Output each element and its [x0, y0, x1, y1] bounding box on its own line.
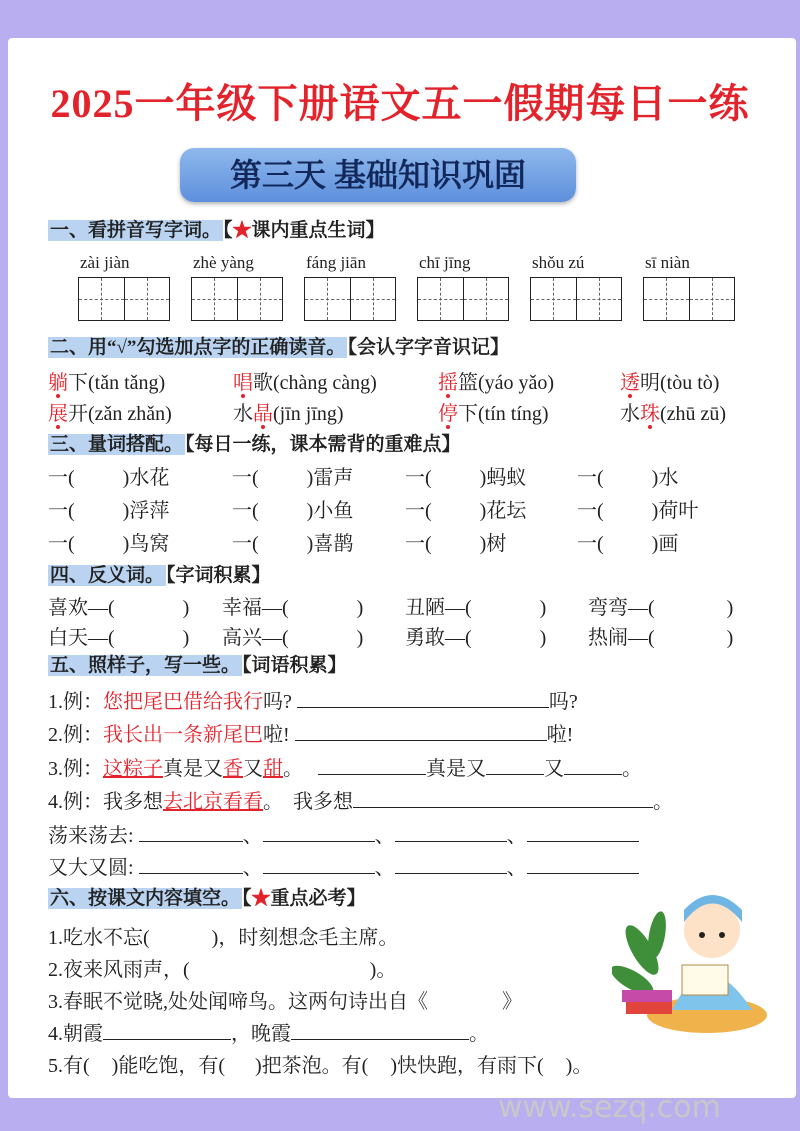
- text: 一(: [405, 467, 432, 489]
- grid-cell[interactable]: [238, 278, 283, 320]
- text: 一(: [405, 500, 432, 522]
- text: ): [306, 533, 314, 555]
- text: ): [651, 533, 659, 555]
- fill-row-5: [48, 1054, 592, 1078]
- grid-cell[interactable]: [79, 278, 125, 320]
- text: 》: [502, 991, 522, 1013]
- word: 幸福: [222, 597, 262, 619]
- measure-word-item[interactable]: [48, 499, 169, 523]
- word-part: 下: [68, 372, 88, 394]
- text: ): [182, 597, 190, 619]
- noun: 蚂蚁: [486, 467, 527, 489]
- text: )快快跑，有雨下(: [390, 1055, 544, 1077]
- fill-row-3: [48, 990, 522, 1014]
- day-subtitle: 第三天 基础知识巩固: [180, 148, 576, 202]
- text: ): [306, 467, 314, 489]
- text: 4.朝霞: [48, 1023, 103, 1045]
- noun: 水: [658, 467, 679, 489]
- dotted-char: 晶: [253, 403, 273, 425]
- plant-leaves: [612, 910, 669, 1000]
- watermark: www.sezq.com: [498, 1090, 721, 1125]
- text: 重点必考: [270, 888, 347, 909]
- text: 香: [223, 758, 243, 780]
- text: )，时刻想念毛主席。: [211, 927, 399, 949]
- noun: 雷声: [313, 467, 354, 489]
- word: 勇敢: [405, 627, 445, 649]
- text: 一(: [232, 467, 259, 489]
- pinyin-options[interactable]: (zǎn zhǎn): [88, 403, 172, 425]
- fill-row-2: [48, 958, 396, 982]
- dotted-char: 停: [438, 403, 458, 425]
- section-3-title: 三、量词搭配。: [50, 434, 184, 455]
- text: —(: [445, 627, 472, 649]
- writing-grid[interactable]: [417, 277, 509, 321]
- answer-blank[interactable]: [139, 856, 243, 874]
- section-5-title: 五、照样子，写一些。: [50, 655, 241, 676]
- text: )。: [565, 1055, 593, 1077]
- pinyin-label: chī jīng: [419, 253, 471, 272]
- noun: 浮萍: [129, 500, 170, 522]
- section-4-tag: 【字词积累】: [166, 565, 271, 586]
- example-row-2: [48, 723, 573, 747]
- book-stack: [622, 990, 672, 1002]
- text: 我多想: [293, 791, 353, 813]
- example-row-4: [48, 790, 673, 814]
- text: 一(: [232, 533, 259, 555]
- word-part: 水: [233, 403, 253, 425]
- text: 。: [283, 758, 303, 780]
- text: ): [726, 597, 734, 619]
- section-3-tag: 【每日一练，课本需背的重难点】: [185, 434, 461, 455]
- antonym-item[interactable]: [222, 596, 363, 620]
- word-part: 下: [458, 403, 478, 425]
- text: 荡来荡去:: [48, 825, 134, 847]
- grid-cell[interactable]: [644, 278, 690, 320]
- measure-word-item[interactable]: [405, 466, 526, 490]
- pinyin-label: zài jiàn: [80, 253, 130, 272]
- answer-blank[interactable]: [103, 1022, 231, 1040]
- dotted-char: 珠: [640, 403, 660, 425]
- text: 吗?: [548, 691, 578, 713]
- text: 。: [653, 791, 673, 813]
- pronunciation-item[interactable]: [48, 371, 165, 395]
- section-1-tag: 课内重点生词: [251, 220, 366, 241]
- antonym-item[interactable]: [588, 596, 733, 620]
- measure-word-item[interactable]: [405, 532, 506, 556]
- text: —(: [445, 597, 472, 619]
- text: —(: [628, 627, 655, 649]
- word: 热闹: [588, 627, 628, 649]
- antonym-item[interactable]: [405, 596, 546, 620]
- answer-blank[interactable]: [527, 824, 639, 842]
- word-part: 篮: [458, 372, 478, 394]
- measure-word-item[interactable]: [577, 499, 698, 523]
- star-icon: ★: [232, 220, 252, 241]
- word: 弯弯: [588, 597, 628, 619]
- word: 喜欢: [48, 597, 88, 619]
- text: 【: [242, 888, 252, 909]
- word: 丑陋: [405, 597, 445, 619]
- example-row-3: [48, 757, 642, 781]
- dotted-char: 展: [48, 403, 68, 425]
- section-1-title: 一、看拼音写字词。: [50, 220, 222, 241]
- word-part: 水: [620, 403, 640, 425]
- text: 一(: [232, 500, 259, 522]
- section-4-header: [48, 565, 271, 588]
- noun: 小鱼: [313, 500, 354, 522]
- text: 这粽子: [103, 758, 163, 780]
- dotted-char: 躺: [48, 372, 68, 394]
- word: 白天: [48, 627, 88, 649]
- measure-word-item[interactable]: [232, 499, 353, 523]
- antonym-item[interactable]: [222, 626, 363, 650]
- bracket: 】: [365, 220, 385, 241]
- section-3-header: [48, 434, 461, 457]
- section-5-header: [48, 655, 347, 678]
- answer-blank[interactable]: [291, 1022, 469, 1040]
- section-2-title: 二、用“√”勾选加点字的正确读音。: [50, 337, 346, 358]
- section-5-tag: 【词语积累】: [242, 655, 347, 676]
- text: 2.例：: [48, 724, 103, 746]
- pronunciation-item[interactable]: [620, 371, 719, 395]
- text: 5.有(: [48, 1055, 90, 1077]
- grid-cell[interactable]: [531, 278, 577, 320]
- text: ): [539, 627, 547, 649]
- dotted-char: 摇: [438, 372, 458, 394]
- text: 一(: [48, 500, 75, 522]
- text: )把茶泡。有(: [255, 1055, 369, 1077]
- pronunciation-item[interactable]: [48, 402, 172, 426]
- text: 1.吃水不忘(: [48, 927, 150, 949]
- noun: 树: [486, 533, 507, 555]
- pinyin-options[interactable]: (jīn jīng): [273, 403, 344, 425]
- answer-blank[interactable]: [486, 757, 544, 775]
- text: 甜: [263, 758, 283, 780]
- aabb-row-2: [48, 856, 639, 880]
- bracket: 【: [223, 220, 233, 241]
- pronunciation-item[interactable]: [438, 371, 554, 395]
- text: ): [539, 597, 547, 619]
- pinyin-options[interactable]: (tòu tò): [660, 372, 720, 394]
- text: 】: [346, 888, 366, 909]
- text: 2.夜来风雨声，(: [48, 959, 190, 981]
- text: 。: [622, 758, 642, 780]
- grid-cell[interactable]: [305, 278, 351, 320]
- section-6-header: [48, 888, 366, 911]
- measure-word-item[interactable]: [577, 532, 678, 556]
- text: 去北京看看: [163, 791, 263, 813]
- writing-grid[interactable]: [191, 277, 283, 321]
- antonym-item[interactable]: [48, 626, 189, 650]
- grid-cell[interactable]: [464, 278, 509, 320]
- text: 我多想: [103, 791, 163, 813]
- text: 、: [242, 825, 263, 847]
- measure-word-item[interactable]: [405, 499, 526, 523]
- text: 3.春眠不觉晓,处处闻啼鸟。这两句诗出自《: [48, 991, 428, 1013]
- text: 我长出一条新尾巴: [103, 724, 263, 746]
- dotted-char: 透: [620, 372, 640, 394]
- text: ): [122, 467, 130, 489]
- answer-blank[interactable]: [564, 757, 622, 775]
- pronunciation-item[interactable]: [233, 402, 344, 426]
- text: ): [306, 500, 314, 522]
- pronunciation-item[interactable]: [620, 402, 726, 426]
- text: ): [479, 533, 487, 555]
- dotted-char: 唱: [233, 372, 253, 394]
- pinyin-options[interactable]: (chàng càng): [273, 372, 377, 394]
- answer-blank[interactable]: [353, 790, 653, 808]
- grid-cell[interactable]: [418, 278, 464, 320]
- text: ): [651, 467, 659, 489]
- grid-cell[interactable]: [577, 278, 622, 320]
- grid-cell[interactable]: [351, 278, 396, 320]
- text: 啦!: [263, 724, 290, 746]
- text: ): [479, 467, 487, 489]
- answer-blank[interactable]: [318, 757, 426, 775]
- measure-word-item[interactable]: [232, 466, 353, 490]
- section-4-title: 四、反义词。: [50, 565, 165, 586]
- fill-row-4: [48, 1022, 489, 1046]
- answer-blank[interactable]: [297, 690, 549, 708]
- text: ): [122, 533, 130, 555]
- text: 您把尾巴借给我行: [103, 691, 263, 713]
- answer-blank[interactable]: [139, 824, 243, 842]
- pinyin-options[interactable]: (tǎn tǎng): [88, 372, 166, 394]
- text: ): [122, 500, 130, 522]
- section-2-tag: 【会认字字音识记】: [347, 337, 509, 358]
- measure-word-item[interactable]: [48, 532, 169, 556]
- grid-cell[interactable]: [192, 278, 238, 320]
- answer-blank[interactable]: [263, 856, 375, 874]
- section-6-title: 六、按课文内容填空。: [50, 888, 241, 909]
- pronunciation-item[interactable]: [233, 371, 377, 395]
- answer-blank[interactable]: [527, 856, 639, 874]
- noun: 花坛: [486, 500, 527, 522]
- text: 、: [374, 857, 395, 879]
- word-part: 开: [68, 403, 88, 425]
- text: 、: [506, 825, 527, 847]
- pronunciation-item[interactable]: [438, 402, 549, 426]
- word-part: 歌: [253, 372, 273, 394]
- open-book: [682, 965, 728, 995]
- text: 一(: [48, 467, 75, 489]
- pinyin-label: shǒu zú: [532, 253, 585, 272]
- text: 真是又: [163, 758, 223, 780]
- aabb-row-1: [48, 824, 639, 848]
- writing-grid[interactable]: [530, 277, 622, 321]
- pinyin-label: fáng jiān: [306, 253, 366, 272]
- text: —(: [88, 627, 115, 649]
- pinyin-options[interactable]: (zhū zū): [660, 403, 727, 425]
- text: 又: [243, 758, 263, 780]
- text: 一(: [577, 500, 604, 522]
- grid-cell[interactable]: [690, 278, 735, 320]
- pinyin-options[interactable]: (yáo yǎo): [478, 372, 555, 394]
- noun: 画: [658, 533, 679, 555]
- section-1-header: [48, 220, 385, 243]
- noun: 鸟窝: [129, 533, 170, 555]
- measure-word-item[interactable]: [577, 466, 678, 490]
- fill-row-1: [48, 926, 398, 950]
- text: 一(: [405, 533, 432, 555]
- text: ): [651, 500, 659, 522]
- pinyin-label: zhè yàng: [193, 253, 254, 272]
- text: 一(: [577, 533, 604, 555]
- text: 4.例：: [48, 791, 103, 813]
- antonym-item[interactable]: [48, 596, 189, 620]
- text: )能吃饱，有(: [111, 1055, 225, 1077]
- text: —(: [262, 597, 289, 619]
- text: 1.例：: [48, 691, 103, 713]
- text: ，晚霞: [231, 1023, 291, 1045]
- text: 真是又: [426, 758, 486, 780]
- noun: 水花: [129, 467, 170, 489]
- page-title: 2025一年级下册语文五一假期每日一练: [50, 81, 750, 126]
- grid-cell[interactable]: [125, 278, 170, 320]
- writing-grid[interactable]: [78, 277, 170, 321]
- text: —(: [88, 597, 115, 619]
- text: 、: [374, 825, 395, 847]
- text: ): [479, 500, 487, 522]
- answer-blank[interactable]: [395, 824, 507, 842]
- noun: 荷叶: [658, 500, 699, 522]
- star-icon: ★: [251, 888, 271, 909]
- text: 、: [242, 857, 263, 879]
- answer-blank[interactable]: [263, 824, 375, 842]
- writing-grid[interactable]: [304, 277, 396, 321]
- text: 一(: [577, 467, 604, 489]
- pinyin-label: sī niàn: [645, 253, 690, 272]
- measure-word-item[interactable]: [48, 466, 169, 490]
- text: —(: [262, 627, 289, 649]
- text: 。: [263, 791, 283, 813]
- text: 啦!: [546, 724, 574, 746]
- text: 一(: [48, 533, 75, 555]
- word-part: 明: [640, 372, 660, 394]
- measure-word-item[interactable]: [232, 532, 353, 556]
- text: ): [356, 597, 364, 619]
- writing-grid[interactable]: [643, 277, 735, 321]
- answer-blank[interactable]: [395, 856, 507, 874]
- text: 3.例：: [48, 758, 103, 780]
- word: 高兴: [222, 627, 262, 649]
- text: 。: [469, 1023, 489, 1045]
- example-row-1: [48, 690, 578, 714]
- pinyin-options[interactable]: (tín tíng): [478, 403, 549, 425]
- reading-child-illustration: [612, 880, 777, 1040]
- antonym-item[interactable]: [588, 626, 733, 650]
- text: ): [182, 627, 190, 649]
- noun: 喜鹊: [313, 533, 354, 555]
- text: ): [726, 627, 734, 649]
- text: 又: [544, 758, 564, 780]
- text: 、: [506, 857, 527, 879]
- text: —(: [628, 597, 655, 619]
- section-2-header: [48, 337, 509, 360]
- antonym-item[interactable]: [405, 626, 546, 650]
- text: 又大又圆:: [48, 857, 134, 879]
- text: 吗?: [263, 691, 292, 713]
- answer-blank[interactable]: [295, 723, 547, 741]
- text: )。: [369, 959, 397, 981]
- text: ): [356, 627, 364, 649]
